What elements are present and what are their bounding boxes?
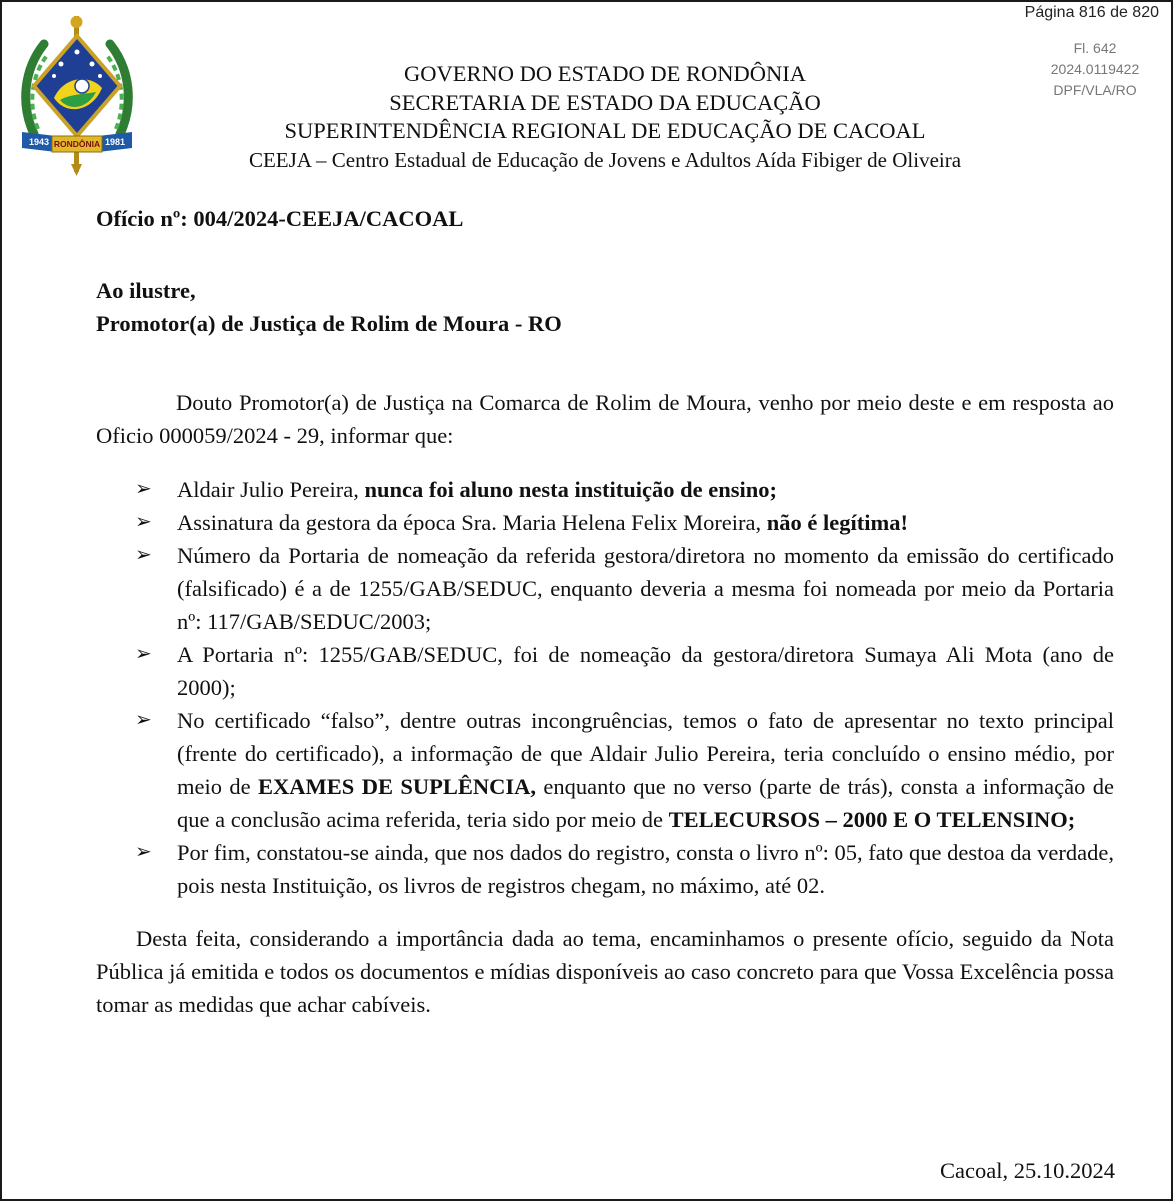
item-text: No certificado “falso”, dentre outras incongruências, temos o fato de apresentar no texto principal (frente do certificado), a informação de que Aldair Julio Pereira, teria concluído o ensino médio, por meio de <box>177 708 1114 799</box>
header-superintendency: SUPERINTENDÊNCIA REGIONAL DE EDUCAÇÃO DE CACOAL <box>284 118 926 143</box>
item-text: Assinatura da gestora da época Sra. Maria Helena Felix Moreira, <box>177 510 767 535</box>
list-item <box>96 506 1114 539</box>
list-item <box>96 836 1114 902</box>
stamp-process-number: 2024.0119422 <box>1050 61 1140 77</box>
arrow-bullet-icon: ➢ <box>135 478 152 500</box>
item-emphasis: TELECURSOS – 2000 E O TELENSINO; <box>668 807 1076 832</box>
list-item <box>96 539 1114 638</box>
header-secretariat: SECRETARIA DE ESTADO DA EDUCAÇÃO <box>389 89 821 115</box>
arrow-bullet-icon: ➢ <box>135 709 152 731</box>
list-item <box>96 473 1114 506</box>
page-number: Página 816 de 820 <box>1024 4 1159 21</box>
item-text: Por fim, constatou-se ainda, que nos dados do registro, consta o livro nº: 05, fato que destoa da verdade, pois nesta Instituição, os livros de registros chegam, no máximo, até 02. <box>177 840 1114 898</box>
recipient-block <box>96 274 562 340</box>
list-item <box>96 704 1114 836</box>
item-text: enquanto que no verso (parte de trás), consta a informação de que a conclusão acima referida, teria sido por meio de <box>177 774 1115 832</box>
header-government: GOVERNO DO ESTADO DE RONDÔNIA <box>404 61 806 86</box>
rondonia-coat-of-arms-icon <box>16 14 138 178</box>
closing-paragraph: Desta feita, considerando a importância dada ao tema, encaminhamos o presente ofício, seguido da Nota Pública já emitida e todos os documentos e mídias disponíveis ao caso concreto para que Vossa Excelência possa tomar as medidas que achar cabíveis. <box>96 926 1114 1017</box>
stamp-folio: Fl. 642 <box>1073 40 1117 56</box>
item-emphasis: EXAMES DE SUPLÊNCIA, <box>258 774 536 799</box>
place-and-date: Cacoal, 25.10.2024 <box>940 1158 1115 1183</box>
item-emphasis: nunca foi aluno nesta instituição de ensino; <box>364 477 778 502</box>
letter-body <box>96 386 1114 1021</box>
arrow-bullet-icon: ➢ <box>135 841 152 863</box>
header-school: CEEJA – Centro Estadual de Educação de Jovens e Adultos Aída Fibiger de Oliveira <box>248 147 962 172</box>
item-text: Número da Portaria de nomeação da referida gestora/diretora no momento da emissão do certificado (falsificado) é a de 1255/GAB/SEDUC, enquanto deveria a mesma foi nomeada por meio da Portaria nº: 117/GAB/SEDUC/2003; <box>177 543 1114 634</box>
crest-year-left: 1943 <box>28 137 50 147</box>
list-item <box>96 638 1114 704</box>
item-text: A Portaria nº: 1255/GAB/SEDUC, foi de nomeação da gestora/diretora Sumaya Ali Mota (ano de 2000); <box>177 642 1114 700</box>
recipient-salutation: Ao ilustre, <box>96 278 196 303</box>
item-emphasis: não é legítima! <box>766 510 908 535</box>
arrow-bullet-icon: ➢ <box>135 511 152 533</box>
letterhead <box>150 60 1060 174</box>
arrow-bullet-icon: ➢ <box>135 544 152 566</box>
document-number: Ofício nº: 004/2024-CEEJA/CACOAL <box>96 206 464 231</box>
arrow-bullet-icon: ➢ <box>135 643 152 665</box>
crest-year-right: 1981 <box>104 137 126 147</box>
intro-paragraph: Douto Promotor(a) de Justiça na Comarca de Rolim de Moura, venho por meio deste e em resposta ao Oficio 000059/2024 - 29, informar que: <box>96 390 1114 448</box>
stamp-department: DPF/VLA/RO <box>1053 82 1137 98</box>
item-text: Aldair Julio Pereira, <box>177 477 365 502</box>
findings-list <box>96 473 1114 902</box>
recipient-title: Promotor(a) de Justiça de Rolim de Moura - RO <box>96 311 562 336</box>
crest-banner-text: RONDÔNIA <box>53 139 101 149</box>
